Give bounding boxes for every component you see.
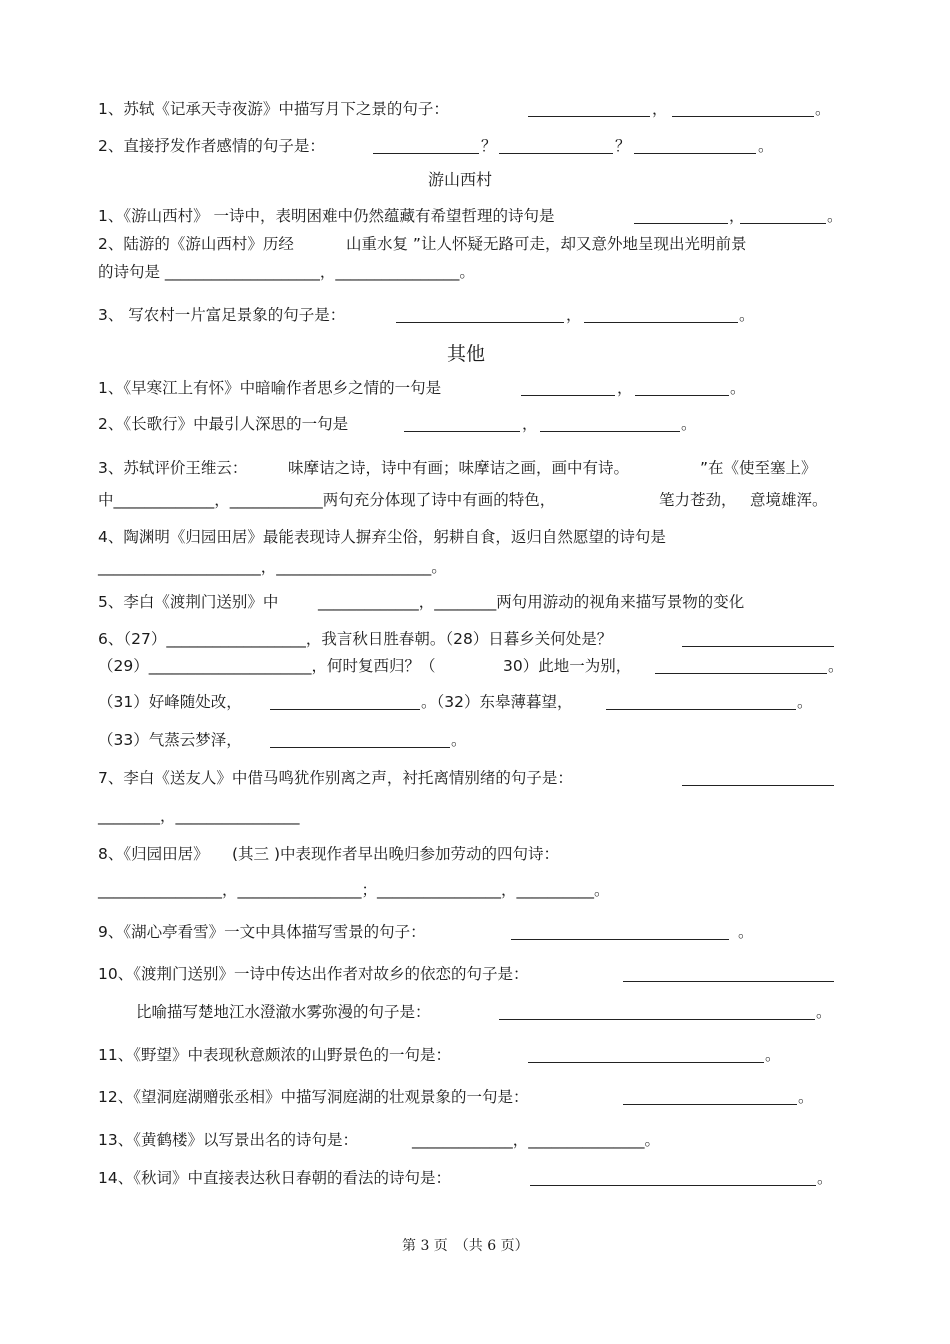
other-question-8-cont: (其三 )中表现作者早出晚归参加劳动的四句诗： bbox=[232, 845, 560, 863]
youshan-question-1: 1、《游山西村》 一诗中，表明困难中仍然蕴藏有希望哲理的诗句是 bbox=[98, 207, 555, 225]
other-question-7: 7、李白《送友人》中借马鸣犹作别离之声，衬托离情别绪的句子是： bbox=[98, 769, 573, 787]
other-question-6-line3b: 。（32）东皋薄暮望， bbox=[421, 693, 573, 711]
answer-blank bbox=[672, 116, 814, 117]
punct: 。 bbox=[765, 1046, 781, 1064]
youshan-question-2-line2: 的诗句是 ____________________，________________。 bbox=[98, 263, 475, 281]
punct: 。 bbox=[815, 100, 831, 118]
answer-blank bbox=[635, 395, 729, 396]
answer-blank bbox=[530, 1185, 816, 1186]
youshan-question-2-cont: 山重水复 ”让人怀疑无路可走，却又意外地呈现出光明前景 bbox=[346, 235, 747, 253]
answer-blank bbox=[270, 747, 450, 748]
other-question-3-line2: 中_____________，____________两句充分体现了诗中有画的特色， bbox=[98, 491, 556, 509]
other-question-10: 10、《渡荆门送别》一诗中传达出作者对故乡的依恋的句子是： bbox=[98, 965, 529, 983]
answer-blank bbox=[404, 431, 520, 432]
other-question-3-line2b: 笔力苍劲， bbox=[659, 491, 737, 509]
punct: 。 bbox=[827, 207, 843, 225]
answer-blank bbox=[499, 153, 613, 154]
answer-blank bbox=[540, 431, 680, 432]
other-question-13: 13、《黄鹤楼》以写景出名的诗句是： bbox=[98, 1131, 358, 1149]
punct: 。 bbox=[797, 693, 813, 711]
punct: 。 bbox=[758, 137, 774, 155]
other-question-3: 3、苏轼评价王维云： bbox=[98, 459, 248, 477]
punct: ， bbox=[522, 415, 538, 433]
answer-blank bbox=[511, 939, 729, 940]
youshan-question-2: 2、陆游的《游山西村》历经 bbox=[98, 235, 294, 253]
question-1-text: 1、苏轼《记承天寺夜游》中描写月下之景的句子： bbox=[98, 100, 449, 118]
other-question-14: 14、《秋词》中直接表达秋日春朝的看法的诗句是： bbox=[98, 1169, 451, 1187]
answer-blank bbox=[584, 322, 738, 323]
punct: ？ bbox=[615, 137, 631, 155]
other-question-13-blanks: _____________，_______________。 bbox=[412, 1131, 661, 1149]
punct: 。 bbox=[451, 731, 467, 749]
other-question-2: 2、《长歌行》中最引人深思的一句是 bbox=[98, 415, 349, 433]
punct: 。 bbox=[738, 923, 754, 941]
punct: 。 bbox=[681, 415, 697, 433]
other-question-1: 1、《早寒江上有怀》中暗喻作者思乡之情的一句是 bbox=[98, 379, 442, 397]
other-question-3-cont: ”在《使至塞上》 bbox=[700, 459, 817, 477]
section-heading-other: 其他 bbox=[447, 343, 486, 365]
other-question-4: 4、陶渊明《归园田居》最能表现诗人摒弃尘俗，躬耕自食，返归自然愿望的诗句是 bbox=[98, 528, 666, 546]
punct: 。 bbox=[739, 306, 755, 324]
section-heading-youshan: 游山西村 bbox=[428, 170, 493, 189]
answer-blank bbox=[623, 1104, 797, 1105]
answer-blank bbox=[634, 153, 756, 154]
punct: 。 bbox=[816, 1003, 832, 1021]
answer-blank bbox=[373, 153, 479, 154]
punct: ， bbox=[652, 100, 668, 118]
punct: ， bbox=[729, 207, 745, 225]
other-question-5: 5、李白《渡荆门送别》中 bbox=[98, 593, 279, 611]
other-question-6-line4: （33）气蒸云梦泽， bbox=[98, 731, 242, 749]
other-question-7-line2: ________，________________ bbox=[98, 807, 300, 825]
other-question-6-line3: （31）好峰随处改， bbox=[98, 693, 242, 711]
punct: ， bbox=[566, 306, 582, 324]
answer-blank bbox=[521, 395, 615, 396]
answer-blank bbox=[682, 646, 834, 647]
punct: 。 bbox=[817, 1169, 833, 1187]
other-question-4-line2: _____________________，____________________。 bbox=[98, 558, 447, 576]
punct: 。 bbox=[828, 657, 844, 675]
answer-blank bbox=[634, 223, 728, 224]
answer-blank bbox=[655, 673, 827, 674]
other-question-12: 12、《望洞庭湖赠张丞相》中描写洞庭湖的壮观景象的一句是： bbox=[98, 1088, 529, 1106]
answer-blank bbox=[528, 1062, 764, 1063]
other-question-10-line2: 比喻描写楚地江水澄澈水雾弥漫的句子是： bbox=[136, 1003, 431, 1021]
other-question-9: 9、《湖心亭看雪》一文中具体描写雪景的句子： bbox=[98, 923, 426, 941]
other-question-8-line2: ________________，________________；________________，__________。 bbox=[98, 881, 610, 899]
answer-blank bbox=[396, 322, 564, 323]
punct: ， bbox=[617, 379, 633, 397]
other-question-3-line2c: 意境雄浑。 bbox=[750, 491, 828, 509]
answer-blank bbox=[740, 223, 826, 224]
answer-blank bbox=[682, 785, 834, 786]
answer-blank bbox=[270, 709, 420, 710]
answer-blank bbox=[606, 709, 796, 710]
other-question-5-cont: _____________，________两句用游动的视角来描写景物的变化 bbox=[318, 593, 745, 611]
other-question-6-line2: （29）_____________________，何时复西归？（ bbox=[98, 657, 436, 675]
question-2-text: 2、直接抒发作者感情的句子是： bbox=[98, 137, 325, 155]
answer-blank bbox=[528, 116, 650, 117]
answer-blank bbox=[623, 981, 834, 982]
answer-blank bbox=[499, 1019, 815, 1020]
punct: 。 bbox=[798, 1088, 814, 1106]
page-footer: 第 3 页 （共 6 页） bbox=[402, 1238, 529, 1254]
other-question-11: 11、《野望》中表现秋意颇浓的山野景色的一句是： bbox=[98, 1046, 451, 1064]
youshan-question-3: 3、 写农村一片富足景象的句子是： bbox=[98, 306, 346, 324]
other-question-8: 8、《归园田居》 bbox=[98, 845, 209, 863]
punct: 。 bbox=[730, 379, 746, 397]
other-question-3-quote: 味摩诘之诗，诗中有画；味摩诘之画，画中有诗。 bbox=[288, 459, 630, 477]
other-question-6-line2b: 30）此地一为别， bbox=[503, 657, 632, 675]
other-question-6: 6、（27）__________________，我言秋日胜春朝。（28）日暮乡关何处是？ bbox=[98, 630, 613, 648]
punct: ？ bbox=[481, 137, 497, 155]
